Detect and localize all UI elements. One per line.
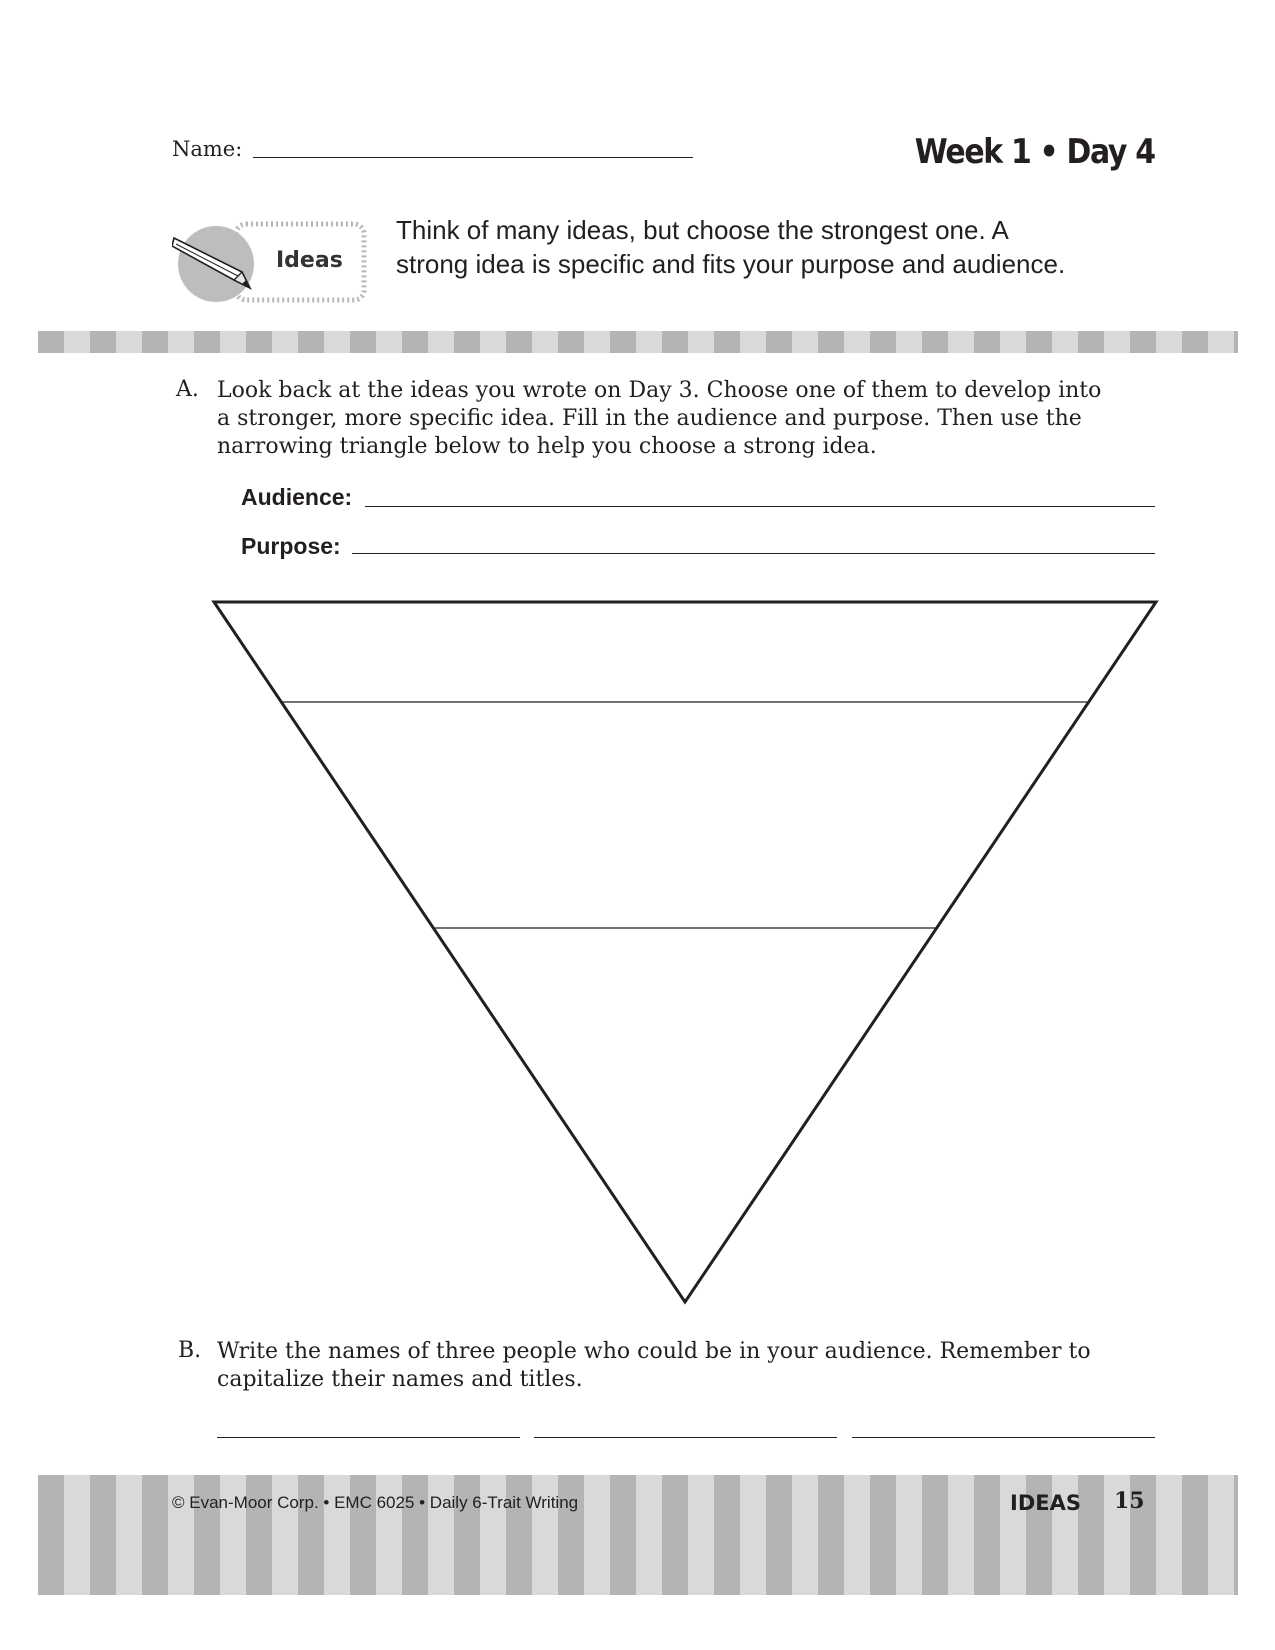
stripe [766, 1475, 792, 1595]
stripe [1234, 1475, 1238, 1595]
stripe [1078, 331, 1104, 353]
stripe [714, 1475, 740, 1595]
copyright-text: © Evan-Moor Corp. • EMC 6025 • Daily 6-Trait Writing [172, 1493, 579, 1512]
stripe [766, 331, 792, 353]
stripe [1234, 331, 1238, 353]
item-b-letter: B. [178, 1338, 202, 1363]
trait-intro-text: Think of many ideas, but choose the strongest one. A strong idea is specific and fits your purpose and audience. [396, 215, 1066, 279]
stripe [246, 331, 272, 353]
stripe [454, 331, 480, 353]
item-a-letter: A. [176, 377, 199, 402]
stripe [1182, 1475, 1208, 1595]
top-stripe-band [38, 331, 1238, 353]
stripe [818, 331, 844, 353]
stripe [922, 1475, 948, 1595]
stripe [90, 1475, 116, 1595]
audience-name-field-3[interactable] [852, 1437, 1155, 1438]
name-label: Name: [172, 137, 243, 161]
stripe [1182, 331, 1208, 353]
purpose-field[interactable] [352, 553, 1155, 554]
stripe [662, 1475, 688, 1595]
stripe [974, 331, 1000, 353]
stripe [194, 331, 220, 353]
stripe [90, 331, 116, 353]
stripe [714, 331, 740, 353]
stripe [38, 331, 64, 353]
stripe [870, 331, 896, 353]
audience-name-field-2[interactable] [534, 1437, 837, 1438]
stripe [350, 331, 376, 353]
stripe [402, 331, 428, 353]
stripe [610, 331, 636, 353]
stripe [1078, 1475, 1104, 1595]
stripe [142, 1475, 168, 1595]
item-b-instructions: Write the names of three people who could be in your audience. Remember to capitalize their names and titles. [217, 1339, 1091, 1392]
stripe [298, 331, 324, 353]
stripe [506, 331, 532, 353]
footer-trait-label: IDEAS [1010, 1491, 1081, 1515]
audience-field[interactable] [365, 506, 1155, 507]
badge-label: Ideas [276, 248, 343, 273]
item-a-instructions: Look back at the ideas you wrote on Day 3. Choose one of them to develop into a stronger, more specific idea. Fill in the audience and purpose. Then use the narrowing triangle below to help you choose a strong idea. [217, 378, 1102, 459]
narrowing-triangle [210, 598, 1160, 1308]
stripe [1026, 331, 1052, 353]
stripe [922, 331, 948, 353]
stripe [38, 1475, 64, 1595]
page-title: Week 1 • Day 4 [915, 132, 1155, 172]
audience-name-field-1[interactable] [217, 1437, 520, 1438]
stripe [142, 331, 168, 353]
page-number: 15 [1114, 1488, 1145, 1514]
name-field[interactable] [253, 157, 693, 158]
stripe [558, 331, 584, 353]
stripe [974, 1475, 1000, 1595]
stripe [870, 1475, 896, 1595]
stripe [1130, 331, 1156, 353]
stripe [818, 1475, 844, 1595]
stripe [662, 331, 688, 353]
stripe [610, 1475, 636, 1595]
audience-label: Audience: [241, 484, 353, 510]
purpose-label: Purpose: [241, 533, 341, 559]
trait-badge [172, 218, 372, 310]
